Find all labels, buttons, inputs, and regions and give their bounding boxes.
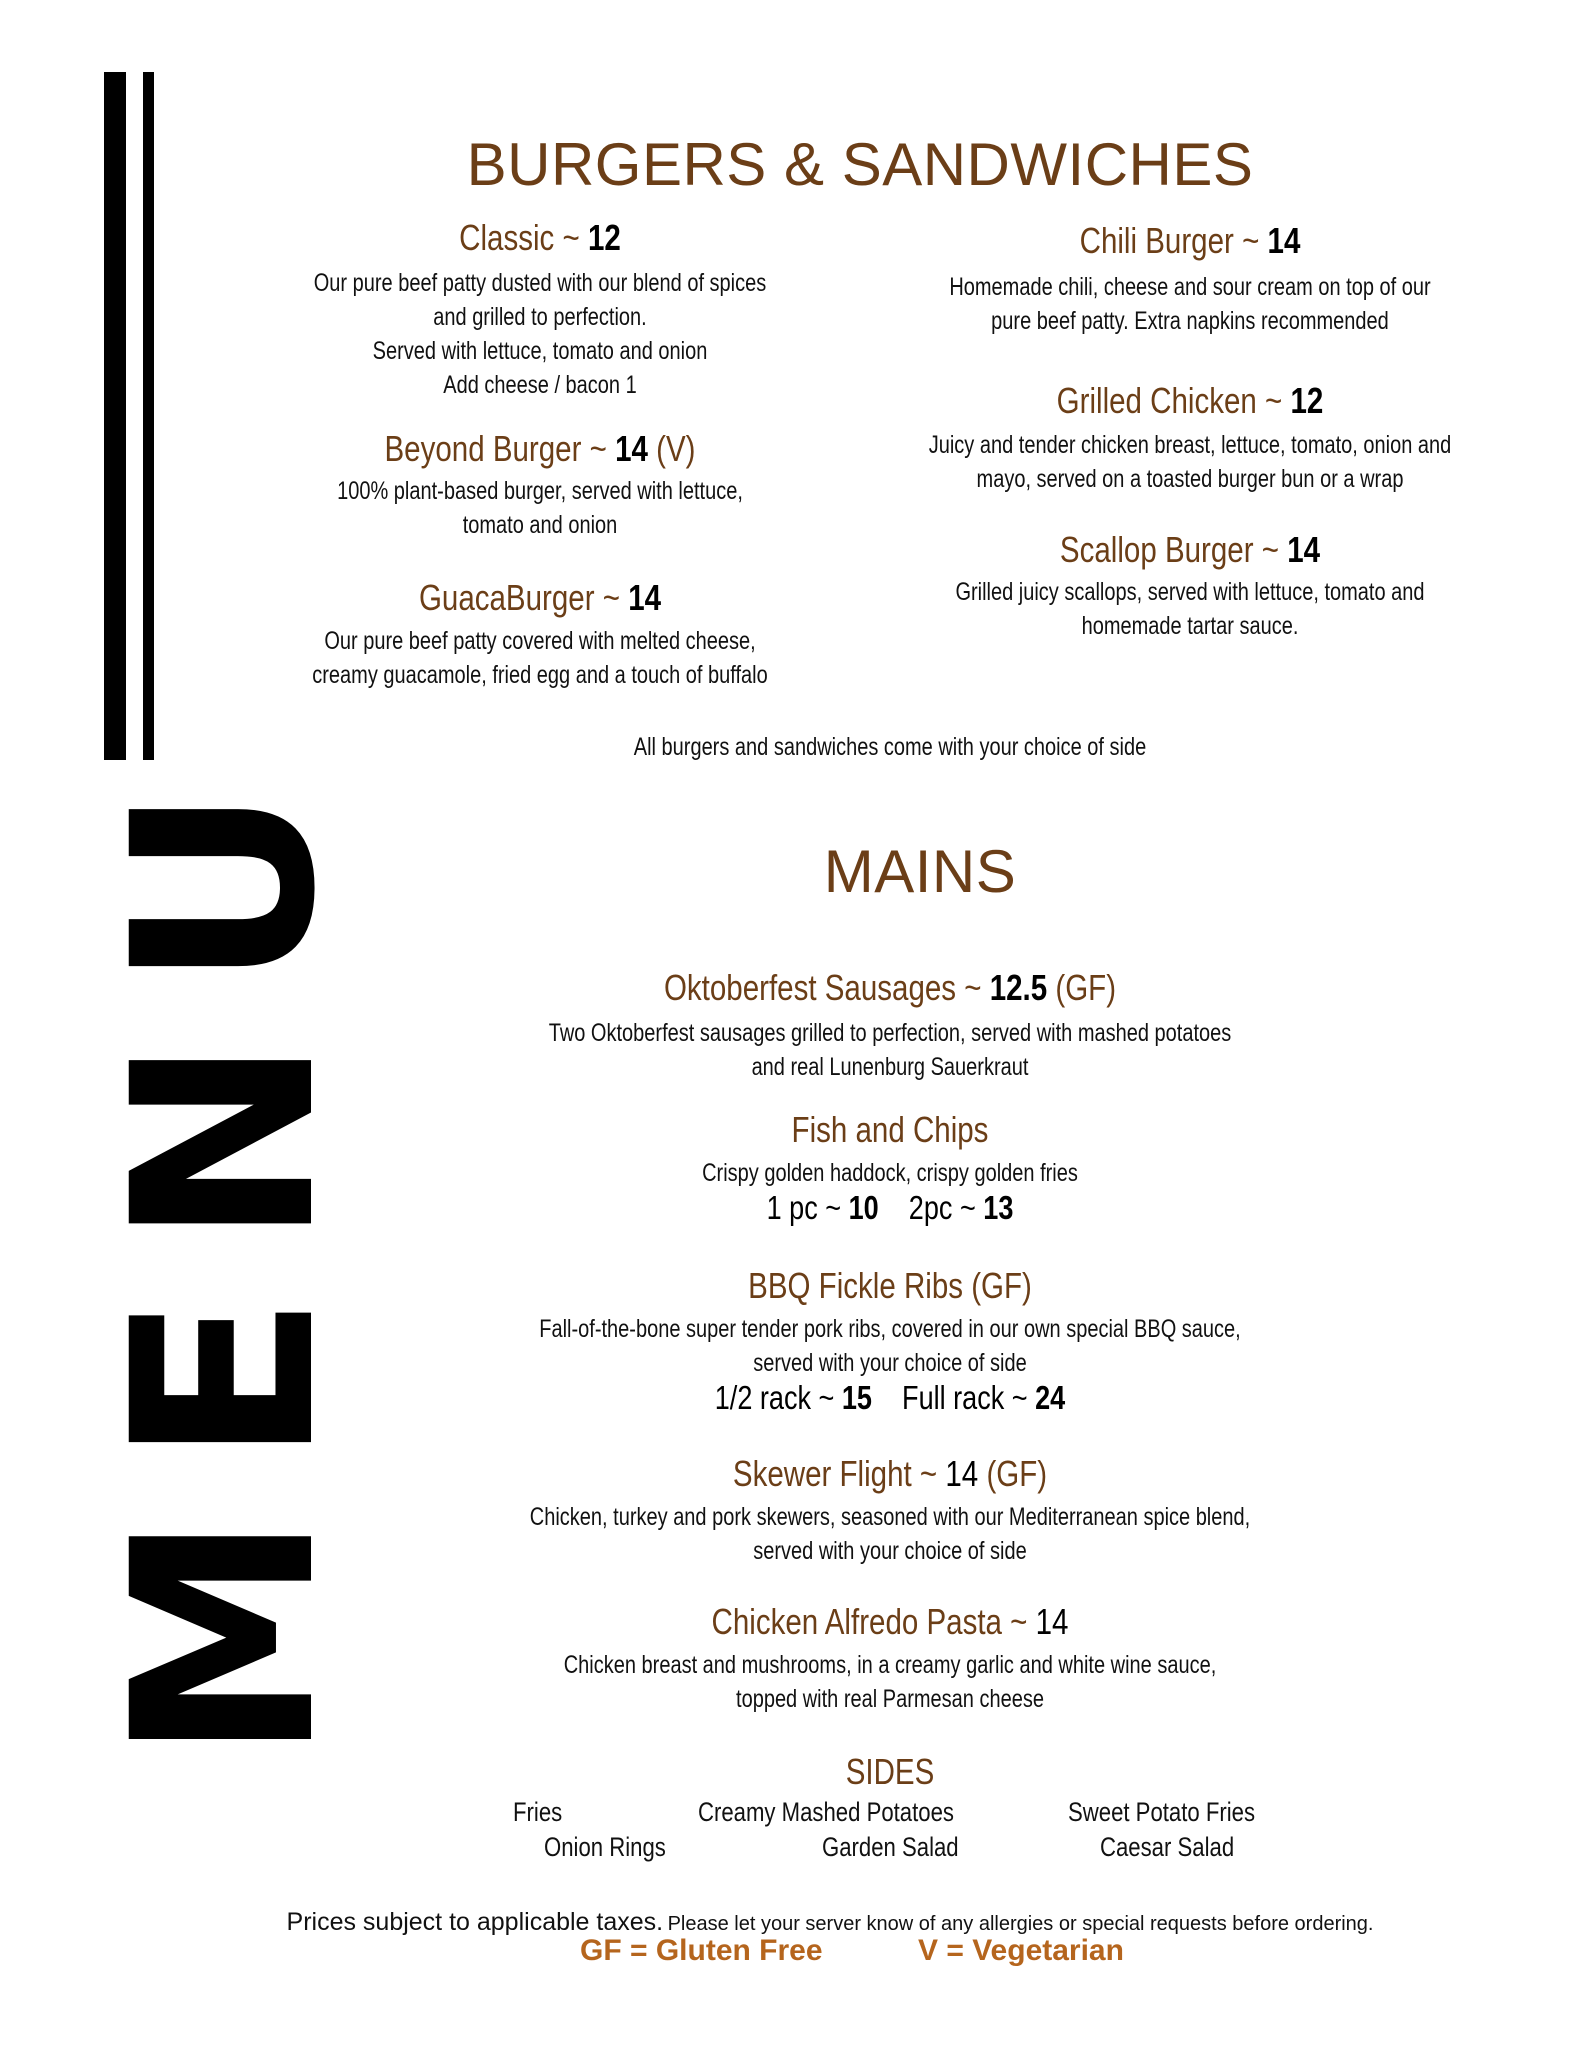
legend-gluten-free: GF = Gluten Free — [580, 1934, 823, 1967]
burgers-side-note: All burgers and sandwiches come with your choice of side — [633, 733, 1147, 761]
price: 12.5 — [989, 967, 1048, 1008]
menu-item-grilled-chicken-desc: Juicy and tender chicken breast, lettuce, tomato, onion and mayo, served on a toasted burger bun or a wrap — [928, 431, 1452, 493]
menu-item-scallop-burger-desc: Grilled juicy scallops, served with lettuce, tomato and homemade tartar sauce. — [955, 578, 1425, 640]
price: 14 — [1267, 220, 1301, 261]
menu-item-fish-chips-prices: 1 pc ~ 10 2pc ~ 13 — [766, 1189, 1014, 1226]
sidebar-rule-thick — [104, 72, 126, 760]
price: 14 — [628, 577, 662, 618]
side-item: Fries — [513, 1797, 563, 1827]
price: 14 — [1287, 529, 1321, 570]
menu-item-fish-chips-desc: Crispy golden haddock, crispy golden fries — [702, 1159, 1078, 1187]
footer-disclaimer: Prices subject to applicable taxes. Please let your server know of any allergies or special requests before ordering. — [286, 1908, 1374, 1936]
sides-title: SIDES — [845, 1751, 935, 1792]
menu-item-chicken-alfredo-name: Chicken Alfredo Pasta ~ 14 — [711, 1601, 1069, 1642]
legend-vegetarian: V = Vegetarian — [918, 1934, 1124, 1967]
price: 12 — [1290, 380, 1324, 421]
menu-item-grilled-chicken-name: Grilled Chicken ~ 12 — [1056, 380, 1324, 421]
menu-item-guacaburger-desc: Our pure beef patty covered with melted cheese, creamy guacamole, fried egg and a touch of buffalo — [312, 627, 768, 689]
menu-item-skewer-flight-name: Skewer Flight ~ 14 (GF) — [732, 1453, 1048, 1494]
menu-item-chili-burger-desc: Homemade chili, cheese and sour cream on top of our pure beef patty. Extra napkins recommended — [949, 273, 1431, 335]
menu-item-beyond-burger-name: Beyond Burger ~ 14 (V) — [384, 428, 696, 469]
menu-item-bbq-ribs-desc: Fall-of-the-bone super tender pork ribs, covered in our own special BBQ sauce, served with your choice of side — [539, 1315, 1241, 1377]
menu-item-bbq-ribs-name: BBQ Fickle Ribs (GF) — [748, 1265, 1032, 1306]
menu-item-oktoberfest-name: Oktoberfest Sausages ~ 12.5 (GF) — [663, 967, 1117, 1008]
side-item: Sweet Potato Fries — [1068, 1797, 1256, 1827]
dietary-tag: (V) — [656, 428, 696, 469]
mains-section-title: MAINS — [823, 838, 1017, 905]
menu-item-chicken-alfredo-desc: Chicken breast and mushrooms, in a creamy garlic and white wine sauce, topped with real Parmesan cheese — [563, 1651, 1217, 1713]
side-item: Caesar Salad — [1100, 1832, 1235, 1862]
menu-item-classic-name: Classic ~ 12 — [459, 217, 621, 258]
price: 12 — [587, 217, 621, 258]
dietary-tag: (GF) — [1055, 967, 1117, 1008]
price: 14 — [615, 428, 648, 469]
menu-item-oktoberfest-desc: Two Oktoberfest sausages grilled to perfection, served with mashed potatoes and real Lunenburg Sauerkraut — [548, 1019, 1232, 1081]
side-item: Creamy Mashed Potatoes — [698, 1797, 954, 1827]
menu-item-fish-chips-name: Fish and Chips — [791, 1109, 989, 1150]
burgers-section-title: BURGERS & SANDWICHES — [466, 131, 1254, 198]
menu-item-skewer-flight-desc: Chicken, turkey and pork skewers, seasoned with our Mediterranean spice blend, served with your choice of side — [529, 1503, 1251, 1565]
menu-item-classic-desc: Our pure beef patty dusted with our blend of spices and grilled to perfection. Served with lettuce, tomato and onion Add cheese / bacon 1 — [313, 269, 767, 399]
menu-item-scallop-burger-name: Scallop Burger ~ 14 — [1059, 529, 1321, 570]
side-item: Garden Salad — [822, 1832, 959, 1862]
side-item: Onion Rings — [544, 1832, 666, 1862]
menu-item-bbq-ribs-prices: 1/2 rack ~ 15 Full rack ~ 24 — [714, 1379, 1066, 1416]
menu-item-chili-burger-name: Chili Burger ~ 14 — [1079, 220, 1301, 261]
menu-word: MENU — [79, 738, 370, 1762]
menu-item-guacaburger-name: GuacaBurger ~ 14 — [418, 577, 662, 618]
sidebar-rule-thin — [143, 72, 154, 760]
menu-item-beyond-burger-desc: 100% plant-based burger, served with lettuce, tomato and onion — [337, 477, 743, 539]
dietary-tag: (GF) — [986, 1453, 1048, 1494]
